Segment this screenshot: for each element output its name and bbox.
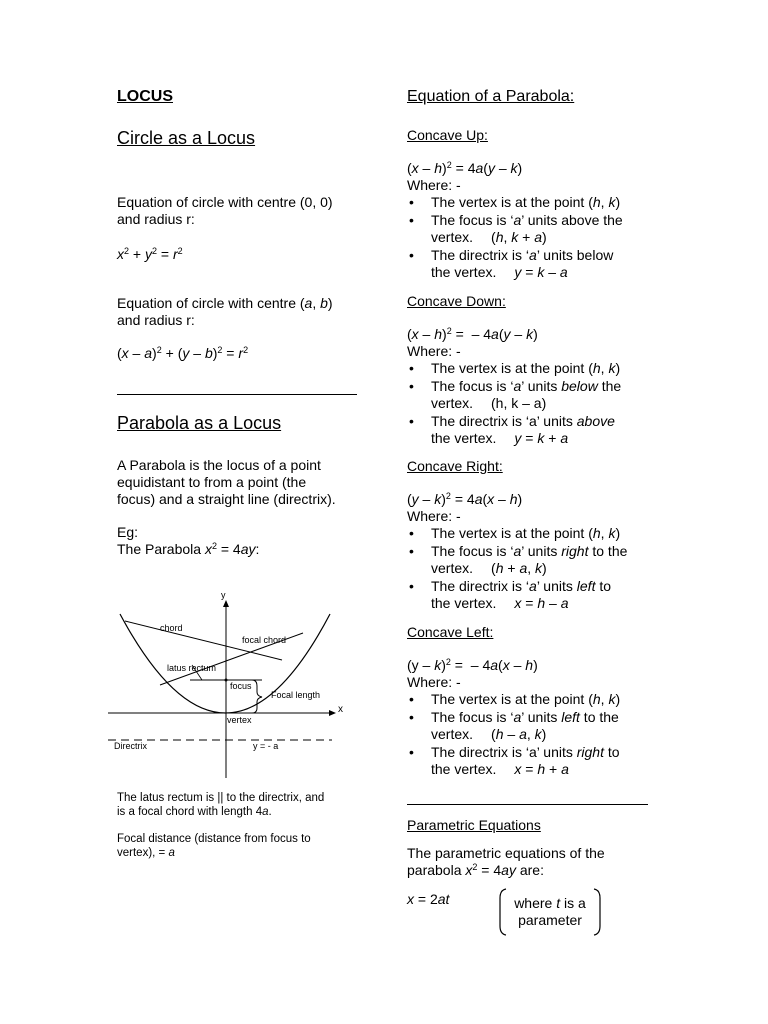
locus-heading: LOCUS: [117, 88, 173, 105]
parameter-note: where t is a parameter: [514, 895, 586, 928]
focal-length-label: Focal length: [271, 690, 321, 700]
parabola-definition: A Parabola is the locus of a point equidistant to from a point (the focus) and a straight line (directrix).: [117, 457, 336, 507]
concave-right-where: Where: -: [407, 508, 461, 524]
latus-rectum-label: latus rectum: [167, 663, 217, 673]
concave-up-equation: (x – h)$^2$ = 4a(y – k): [407, 160, 523, 176]
parametric-text: The parametric equations of the parabola $x^2 = 4ay$ are:: [407, 845, 605, 878]
parabola-example: Eg: The Parabola $x^2 = 4ay$:: [117, 524, 260, 557]
list-item: • The directrix is ‘a’ units right to the vertex. x = h + a: [407, 744, 667, 779]
focal-length-brace: [252, 680, 262, 713]
list-item: • The vertex is at the point (h, k): [407, 691, 667, 709]
focus-point: [225, 679, 228, 682]
concave-left-equation: (y – k)$^2$ = – 4a(x – h): [407, 657, 538, 673]
list-item: • The vertex is at the point (h, k): [407, 525, 667, 543]
list-item: • The focus is ‘a’ units above the vertex. (h, k + a): [407, 212, 667, 247]
x-axis-label: x: [338, 704, 343, 715]
section-divider-left: [117, 394, 357, 395]
vertex-label: vertex: [227, 715, 252, 725]
parametric-heading: Parametric Equations: [407, 817, 541, 833]
list-item: • The focus is ‘a’ units left to the vertex. (h – a, k): [407, 709, 667, 744]
concave-up-list: [407, 194, 667, 282]
concave-down-where: Where: -: [407, 343, 461, 359]
y-axis-arrow-icon: [223, 600, 229, 607]
concave-right-list: [407, 525, 667, 613]
list-item: • The focus is ‘a’ units right to the vertex. (h + a, k): [407, 543, 667, 578]
concave-left-where: Where: -: [407, 674, 461, 690]
concave-down-heading: Concave Down:: [407, 293, 506, 309]
concave-down-list: [407, 360, 667, 448]
focus-label: focus: [230, 681, 252, 691]
circle-ab-text: Equation of circle with centre (a, b) and radius r:: [117, 295, 333, 328]
list-item: • The directrix is ‘a’ units above the vertex. y = k + a: [407, 413, 667, 448]
list-item: • The directrix is ‘a’ units below the vertex. y = k – a: [407, 247, 667, 282]
concave-left-heading: Concave Left:: [407, 624, 494, 640]
latus-rectum-note: The latus rectum is || to the directrix, and is a focal chord with length 4a.: [117, 792, 325, 818]
concave-left-list: [407, 691, 667, 779]
concave-right-heading: Concave Right:: [407, 458, 503, 474]
concave-up-where: Where: -: [407, 177, 461, 193]
concave-up-heading: Concave Up:: [407, 127, 488, 143]
section-divider-right: [407, 804, 648, 805]
x-axis-arrow-icon: [329, 710, 336, 716]
chord-label: chord: [160, 623, 183, 633]
parabola-diagram: [105, 588, 345, 784]
focal-chord-label: focal chord: [242, 635, 287, 645]
parametric-x-equation: x = 2at: [407, 891, 450, 907]
circle-origin-equation: $x^2 + y^2 = r^2$: [117, 246, 183, 262]
concave-down-equation: (x – h)$^2$ = – 4a(y – k): [407, 326, 538, 342]
equation-heading: Equation of a Parabola:: [407, 88, 575, 105]
list-item: • The focus is ‘a’ units below the vertex. (h, k – a): [407, 378, 667, 413]
parabola-heading: Parabola as a Locus: [117, 413, 282, 433]
concave-right-equation: (y – k)$^2$ = 4a(x – h): [407, 491, 523, 507]
circle-ab-equation: $(x - a)^2 + (y - b)^2 = r^2$: [117, 345, 249, 361]
circle-origin-text: Equation of circle with centre (0, 0) and radius r:: [117, 194, 333, 227]
focal-distance-note: Focal distance (distance from focus to vertex), = a: [117, 833, 311, 859]
list-item: • The directrix is ‘a’ units left to the vertex. x = h – a: [407, 578, 667, 613]
directrix-equation-label: y = - a: [253, 741, 279, 751]
list-item: • The vertex is at the point (h, k): [407, 194, 667, 212]
list-item: • The vertex is at the point (h, k): [407, 360, 667, 378]
directrix-label: Directrix: [114, 741, 147, 751]
y-axis-label: y: [221, 590, 226, 600]
circle-heading: Circle as a Locus: [117, 128, 256, 148]
